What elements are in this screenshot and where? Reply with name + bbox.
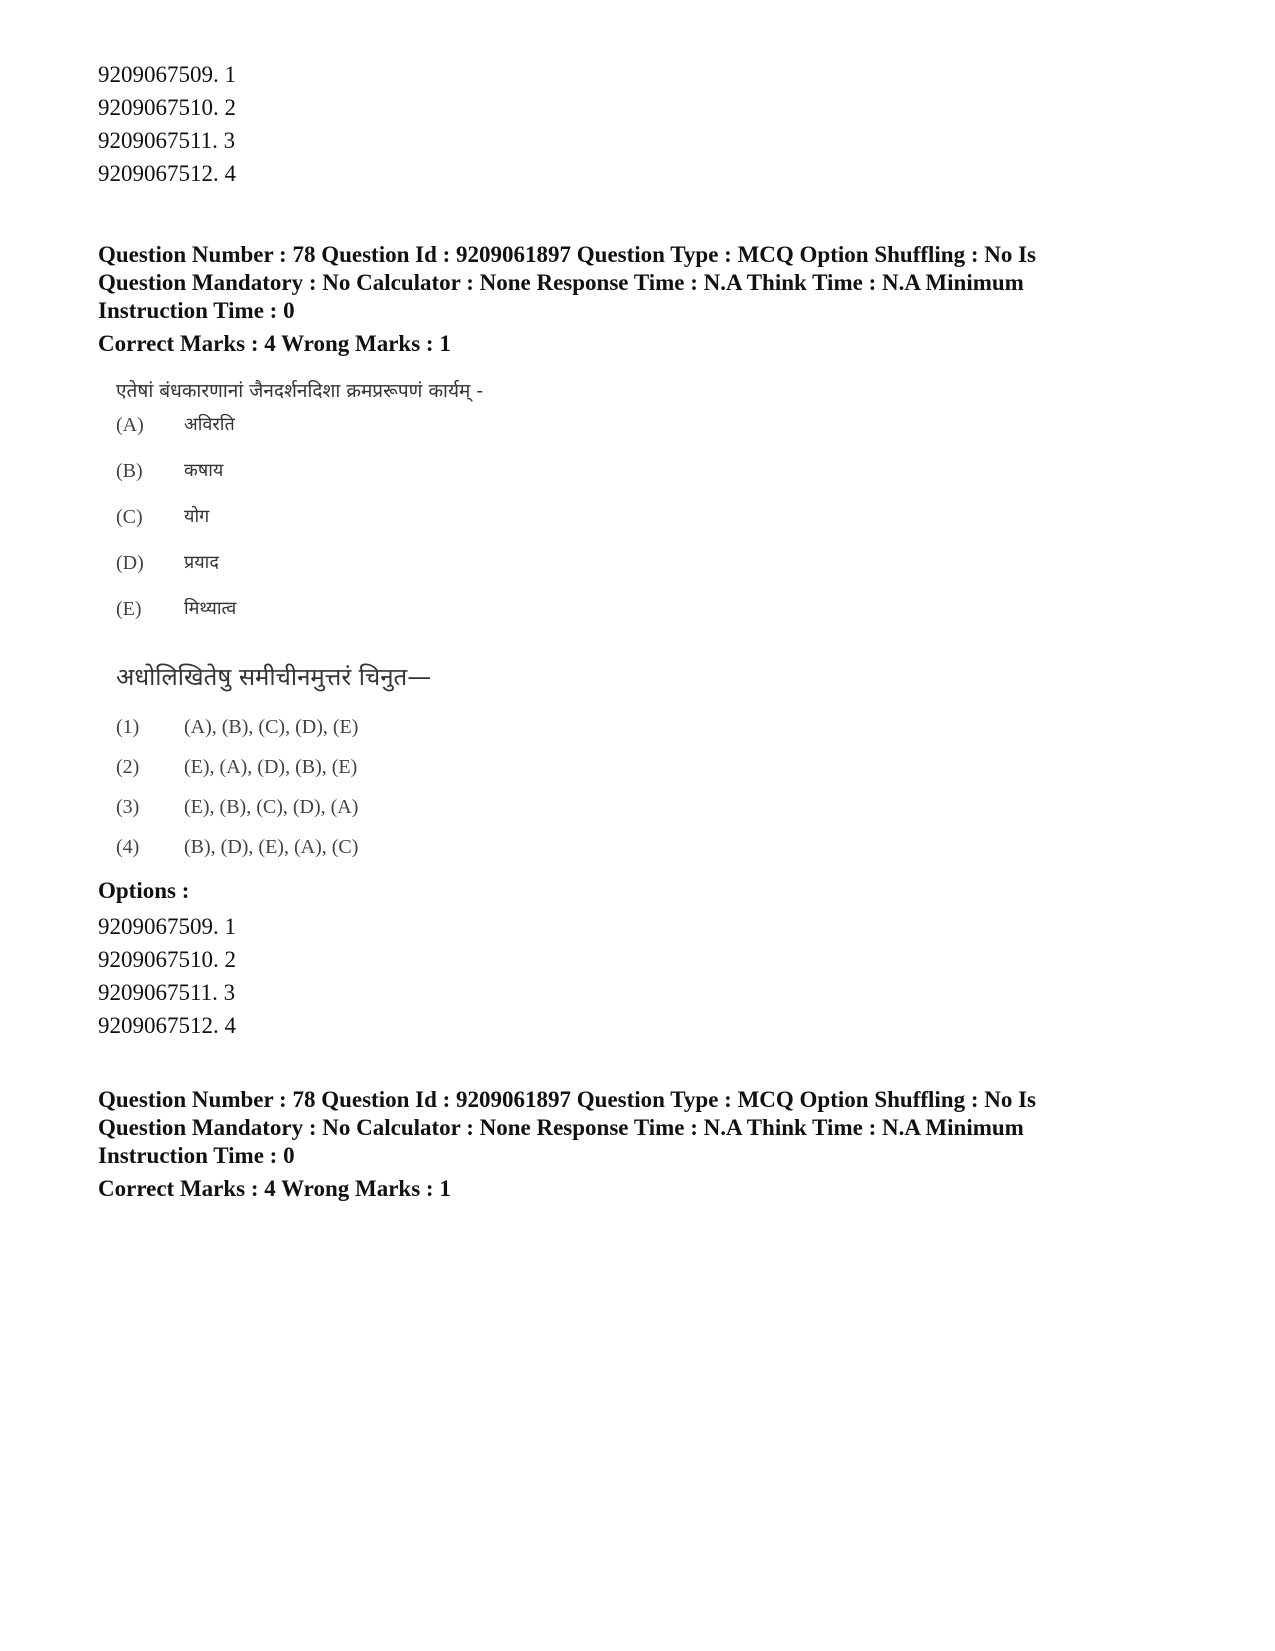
item-label: (B) xyxy=(116,460,143,482)
question-header-line: Question Mandatory : No Calculator : None Response Time : N.A Think Time : N.A Minimum xyxy=(98,1115,1024,1140)
choice-label: (4) xyxy=(116,836,140,858)
choice-label: (1) xyxy=(116,716,140,738)
answer-choice xyxy=(116,750,636,790)
item-text: अविरति xyxy=(184,414,235,435)
option-line: 9209067510. 2 xyxy=(98,947,236,972)
item-text: प्रयाद xyxy=(184,552,219,573)
options-list xyxy=(98,910,236,1042)
question-header-line: Instruction Time : 0 xyxy=(98,298,295,323)
answer-choice xyxy=(116,790,636,830)
question-image xyxy=(116,378,636,870)
option-line: 9209067509. 1 xyxy=(98,914,236,939)
option-line: 9209067511. 3 xyxy=(98,980,236,1005)
answer-choices xyxy=(116,710,636,870)
previous-options-list xyxy=(98,58,236,190)
marks-line: Correct Marks : 4 Wrong Marks : 1 xyxy=(98,331,451,356)
item-label: (A) xyxy=(116,414,144,436)
option-line: 9209067512. 4 xyxy=(98,1013,236,1038)
choice-text: (B), (D), (E), (A), (C) xyxy=(184,836,359,858)
choice-text: (A), (B), (C), (D), (E) xyxy=(184,716,359,738)
question-header-line: Question Number : 78 Question Id : 9209061897 Question Type : MCQ Option Shuffling : No Is xyxy=(98,242,1037,267)
choice-label: (2) xyxy=(116,756,140,778)
option-line: 9209067509. 1 xyxy=(98,62,236,87)
question-header xyxy=(98,1086,1188,1170)
choice-text: (E), (B), (C), (D), (A) xyxy=(184,796,359,818)
marks-line: Correct Marks : 4 Wrong Marks : 1 xyxy=(98,1176,451,1201)
item-text: कषाय xyxy=(184,460,224,481)
options-title: Options : xyxy=(98,878,190,903)
list-item xyxy=(116,590,636,636)
question-header xyxy=(98,241,1188,325)
choice-text: (E), (A), (D), (B), (E) xyxy=(184,756,358,778)
item-text: मिथ्यात्व xyxy=(184,598,237,619)
item-label: (C) xyxy=(116,506,143,528)
item-label: (E) xyxy=(116,598,142,620)
answer-choice xyxy=(116,830,636,870)
answer-choice xyxy=(116,710,636,750)
option-line: 9209067510. 2 xyxy=(98,95,236,120)
item-text: योग xyxy=(184,506,210,527)
option-line: 9209067511. 3 xyxy=(98,128,236,153)
choice-label: (3) xyxy=(116,796,140,818)
question-header-line: Instruction Time : 0 xyxy=(98,1143,295,1168)
item-list xyxy=(116,406,636,636)
list-item xyxy=(116,452,636,498)
list-item xyxy=(116,498,636,544)
list-item xyxy=(116,544,636,590)
question-header-line: Question Number : 78 Question Id : 9209061897 Question Type : MCQ Option Shuffling : No Is xyxy=(98,1087,1037,1112)
option-line: 9209067512. 4 xyxy=(98,161,236,186)
question-stem: एतेषां बंधकारणानां जैनदर्शनदिशा क्रमप्ररूपणं कार्यम् - xyxy=(116,380,484,402)
list-item xyxy=(116,406,636,452)
question-header-line: Question Mandatory : No Calculator : None Response Time : N.A Think Time : N.A Minimum xyxy=(98,270,1024,295)
question-instruction: अधोलिखितेषु समीचीनमुत्तरं चिनुत— xyxy=(116,663,432,691)
item-label: (D) xyxy=(116,552,144,574)
